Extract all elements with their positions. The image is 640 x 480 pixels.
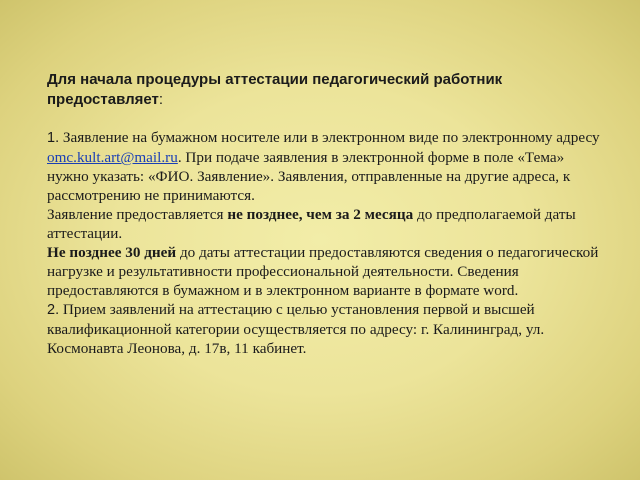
item-2-text: Прием заявлений на аттестацию с целью установления первой и высшей квалификационной категории осуществляется по адресу: г. Калининград, ул. Космонавта Леонова, д. 17в, 11 кабинет. <box>47 301 545 357</box>
deadline-1-text-a: Заявление предоставляется <box>47 206 228 223</box>
item-1-text-b: . При подаче заявления в электронной форме в поле «Тема» нужно указать: «ФИО. Заявление». Заявления, отправленные на другие адреса, к рассмотрению не принимаются. <box>47 149 571 204</box>
item-1-number: 1. <box>47 130 60 146</box>
slide-content <box>47 70 603 358</box>
deadline-2-text: до даты аттестации предоставляются сведения о педагогической нагрузке и результативности профессиональной деятельности. Сведения предоставляются в бумажном и в электронном варианте в формате word. <box>47 244 599 299</box>
deadline-1-bold: не позднее, чем за 2 месяца <box>227 206 414 223</box>
item-1-paragraph <box>47 128 603 205</box>
deadline-1-paragraph <box>47 205 603 243</box>
heading-text: Для начала процедуры аттестации педагогический работник предоставляет <box>47 71 503 108</box>
deadline-2-paragraph <box>47 243 603 300</box>
slide-heading <box>47 70 603 110</box>
deadline-2-bold: Не позднее 30 дней <box>47 244 177 261</box>
spacer <box>47 110 603 128</box>
item-2-paragraph <box>47 300 603 358</box>
item-2-number: 2. <box>47 302 60 318</box>
item-1-text-a: Заявление на бумажном носителе или в электронном виде по электронному адресу <box>62 129 600 146</box>
heading-colon: : <box>158 91 164 108</box>
email-link[interactable]: omc.kult.art@mail.ru <box>47 149 178 166</box>
deadline-1-text-b: до предполагаемой даты аттестации. <box>47 206 576 242</box>
